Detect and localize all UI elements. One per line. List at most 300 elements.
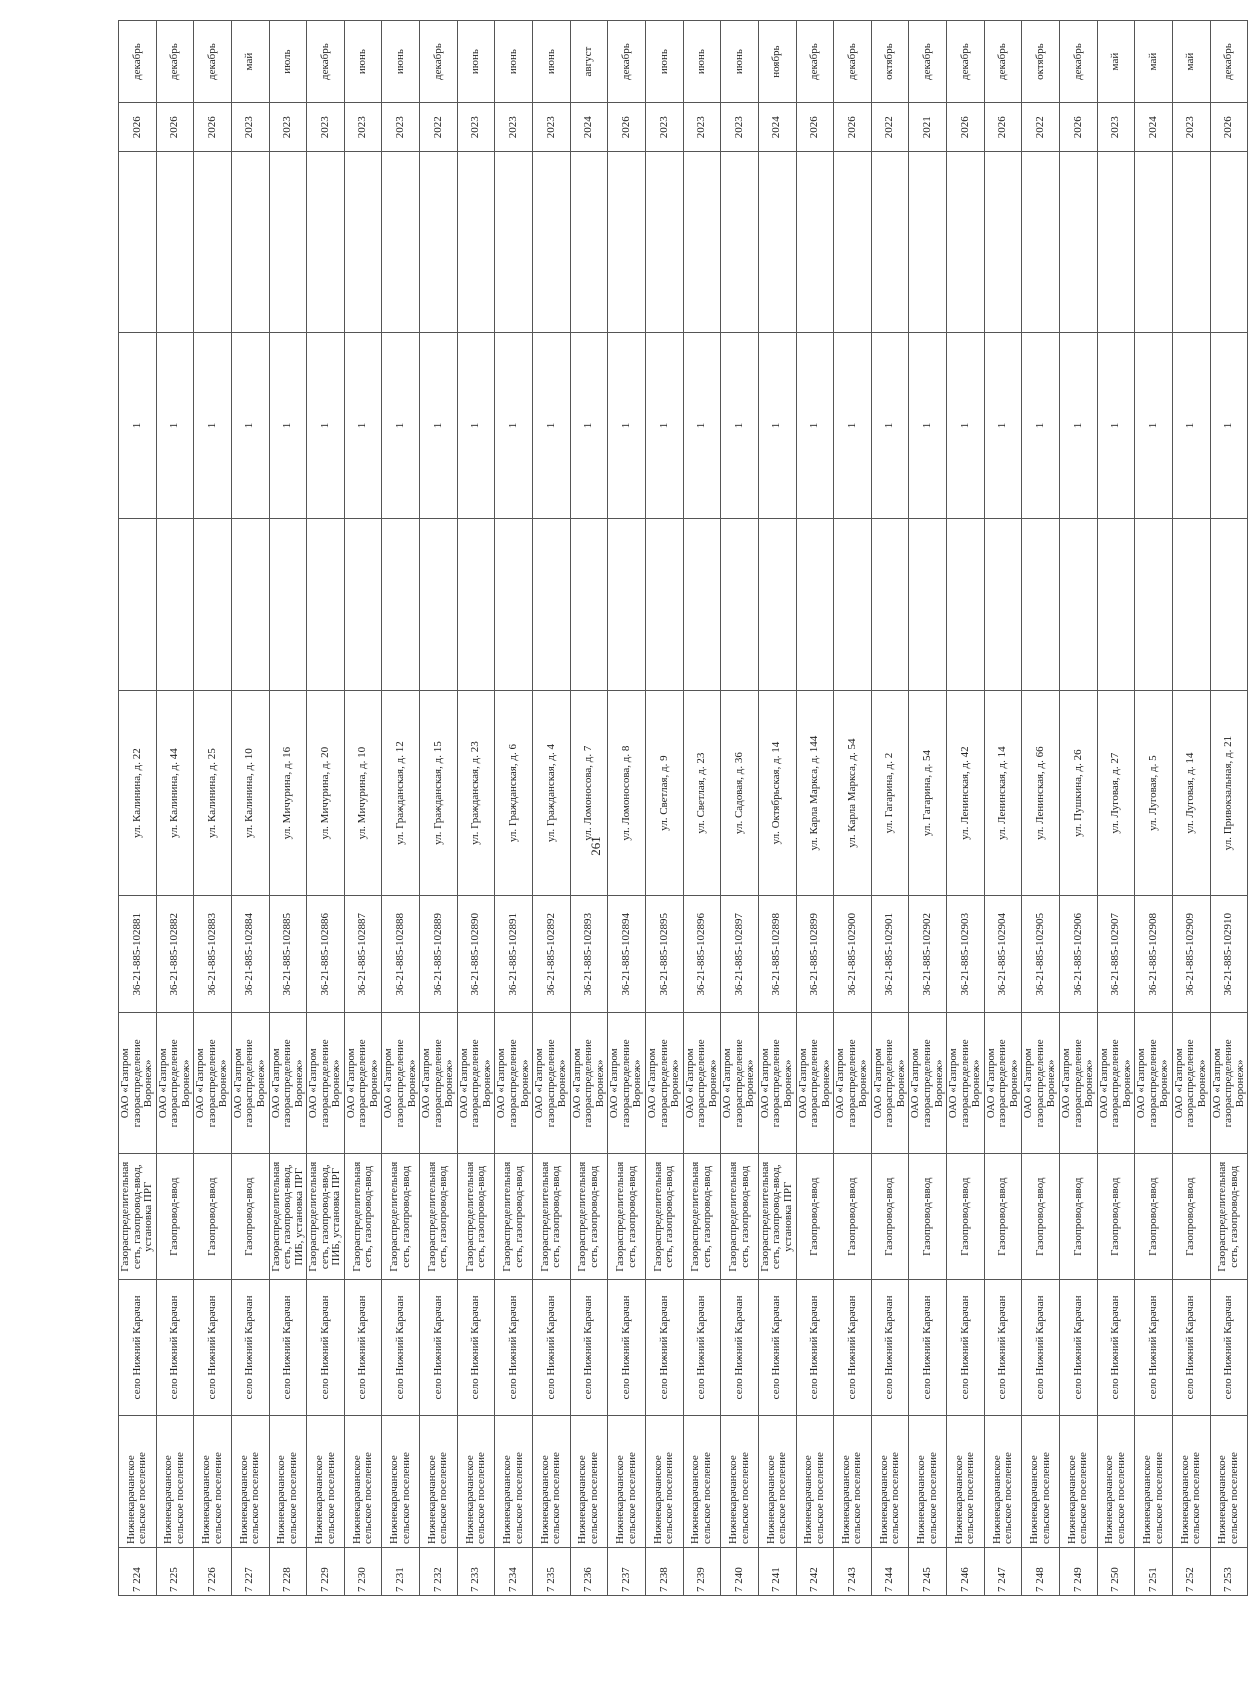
- settlement-cell: Нижнекарачанское сельское поселение: [1135, 1415, 1173, 1547]
- empty-cell: [533, 519, 571, 691]
- settlement-cell: Нижнекарачанское сельское поселение: [834, 1415, 872, 1547]
- address-cell: ул. Луговая, д. 27: [1097, 691, 1135, 896]
- address-cell: ул. Ломоносова, д. 8: [608, 691, 646, 896]
- address-cell: ул. Гагарина, д. 2: [871, 691, 909, 896]
- settlement-cell: Нижнекарачанское сельское поселение: [1172, 1415, 1210, 1547]
- settlement-cell: Нижнекарачанское сельское поселение: [608, 1415, 646, 1547]
- table-row: [645, 21, 683, 1596]
- count-cell: 1: [1060, 332, 1098, 519]
- row-number: 7 246: [947, 1547, 985, 1595]
- owner-cell: ОАО «Газпром газораспределение Воронеж»: [570, 1013, 608, 1154]
- month-cell: июнь: [721, 21, 759, 103]
- row-number: 7 253: [1210, 1547, 1248, 1595]
- settlement-cell: Нижнекарачанское сельское поселение: [683, 1415, 721, 1547]
- address-cell: ул. Мичурина, д. 20: [307, 691, 345, 896]
- table-row: [796, 21, 834, 1596]
- year-cell: 2026: [834, 103, 872, 152]
- year-cell: 2026: [119, 103, 157, 152]
- month-cell: декабрь: [420, 21, 458, 103]
- row-number: 7 252: [1172, 1547, 1210, 1595]
- address-cell: ул. Калинина, д. 44: [156, 691, 194, 896]
- locality-cell: село Нижний Карачан: [645, 1280, 683, 1416]
- settlement-cell: Нижнекарачанское сельское поселение: [457, 1415, 495, 1547]
- object-cell: Газораспределительная сеть, газопровод-ввод: [570, 1154, 608, 1280]
- locality-cell: село Нижний Карачан: [984, 1280, 1022, 1416]
- owner-cell: ОАО «Газпром газораспределение Воронеж»: [683, 1013, 721, 1154]
- empty-cell: [344, 519, 382, 691]
- row-number: 7 237: [608, 1547, 646, 1595]
- object-cell: Газораспределительная сеть, газопровод-ввод: [457, 1154, 495, 1280]
- row-number: 7 230: [344, 1547, 382, 1595]
- empty-cell: [721, 152, 759, 332]
- empty-cell: [194, 519, 232, 691]
- month-cell: июль: [269, 21, 307, 103]
- empty-cell: [1060, 519, 1098, 691]
- locality-cell: село Нижний Карачан: [871, 1280, 909, 1416]
- row-number: 7 248: [1022, 1547, 1060, 1595]
- locality-cell: село Нижний Карачан: [1172, 1280, 1210, 1416]
- locality-cell: село Нижний Карачан: [231, 1280, 269, 1416]
- settlement-cell: Нижнекарачанское сельское поселение: [382, 1415, 420, 1547]
- object-cell: Газопровод-ввод: [984, 1154, 1022, 1280]
- count-cell: 1: [1135, 332, 1173, 519]
- settlement-cell: Нижнекарачанское сельское поселение: [796, 1415, 834, 1547]
- count-cell: 1: [1097, 332, 1135, 519]
- row-number: 7 224: [119, 1547, 157, 1595]
- address-cell: ул. Калинина, д. 25: [194, 691, 232, 896]
- empty-cell: [570, 519, 608, 691]
- address-cell: ул. Луговая, д. 5: [1135, 691, 1173, 896]
- year-cell: 2026: [947, 103, 985, 152]
- empty-cell: [984, 152, 1022, 332]
- code-cell: 36-21-885-102896: [683, 896, 721, 1013]
- month-cell: май: [1135, 21, 1173, 103]
- year-cell: 2026: [984, 103, 1022, 152]
- code-cell: 36-21-885-102890: [457, 896, 495, 1013]
- empty-cell: [307, 519, 345, 691]
- count-cell: 1: [871, 332, 909, 519]
- registry-body: [119, 21, 1248, 1596]
- empty-cell: [570, 152, 608, 332]
- address-cell: ул. Карла Маркса, д. 144: [796, 691, 834, 896]
- settlement-cell: Нижнекарачанское сельское поселение: [871, 1415, 909, 1547]
- month-cell: декабрь: [608, 21, 646, 103]
- year-cell: 2023: [457, 103, 495, 152]
- address-cell: ул. Светлая, д. 23: [683, 691, 721, 896]
- empty-cell: [1097, 519, 1135, 691]
- row-number: 7 241: [758, 1547, 796, 1595]
- table-row: [947, 21, 985, 1596]
- table-row: [382, 21, 420, 1596]
- empty-cell: [608, 519, 646, 691]
- year-cell: 2023: [1172, 103, 1210, 152]
- code-cell: 36-21-885-102905: [1022, 896, 1060, 1013]
- month-cell: август: [570, 21, 608, 103]
- owner-cell: ОАО «Газпром газораспределение Воронеж»: [721, 1013, 759, 1154]
- empty-cell: [796, 152, 834, 332]
- address-cell: ул. Гражданская, д. 6: [495, 691, 533, 896]
- address-cell: ул. Гражданская, д. 12: [382, 691, 420, 896]
- count-cell: 1: [119, 332, 157, 519]
- address-cell: ул. Луговая, д. 14: [1172, 691, 1210, 896]
- year-cell: 2023: [1097, 103, 1135, 152]
- month-cell: июнь: [344, 21, 382, 103]
- empty-cell: [156, 152, 194, 332]
- object-cell: Газораспределительная сеть, газопровод-ввод, установка ПРГ: [119, 1154, 157, 1280]
- count-cell: 1: [721, 332, 759, 519]
- empty-cell: [269, 152, 307, 332]
- address-cell: ул. Гражданская, д. 15: [420, 691, 458, 896]
- count-cell: 1: [420, 332, 458, 519]
- empty-cell: [834, 519, 872, 691]
- locality-cell: село Нижний Карачан: [495, 1280, 533, 1416]
- count-cell: 1: [608, 332, 646, 519]
- owner-cell: ОАО «Газпром газораспределение Воронеж»: [269, 1013, 307, 1154]
- month-cell: декабрь: [1210, 21, 1248, 103]
- object-cell: Газораспределительная сеть, газопровод-ввод, ПИБ, установка ПРГ: [269, 1154, 307, 1280]
- year-cell: 2023: [382, 103, 420, 152]
- table-row: [1097, 21, 1135, 1596]
- year-cell: 2023: [645, 103, 683, 152]
- count-cell: 1: [156, 332, 194, 519]
- owner-cell: ОАО «Газпром газораспределение Воронеж»: [457, 1013, 495, 1154]
- code-cell: 36-21-885-102906: [1060, 896, 1098, 1013]
- month-cell: декабрь: [194, 21, 232, 103]
- empty-cell: [231, 152, 269, 332]
- address-cell: ул. Ленинская, д. 14: [984, 691, 1022, 896]
- count-cell: 1: [382, 332, 420, 519]
- empty-cell: [1022, 519, 1060, 691]
- table-row: [1060, 21, 1098, 1596]
- code-cell: 36-21-885-102901: [871, 896, 909, 1013]
- empty-cell: [683, 152, 721, 332]
- year-cell: 2023: [269, 103, 307, 152]
- object-cell: Газопровод-ввод: [796, 1154, 834, 1280]
- month-cell: июнь: [645, 21, 683, 103]
- owner-cell: ОАО «Газпром газораспределение Воронеж»: [984, 1013, 1022, 1154]
- settlement-cell: Нижнекарачанское сельское поселение: [307, 1415, 345, 1547]
- registry-table-frame: [118, 20, 1246, 1596]
- row-number: 7 250: [1097, 1547, 1135, 1595]
- count-cell: 1: [457, 332, 495, 519]
- locality-cell: село Нижний Карачан: [1060, 1280, 1098, 1416]
- empty-cell: [758, 152, 796, 332]
- empty-cell: [834, 152, 872, 332]
- locality-cell: село Нижний Карачан: [156, 1280, 194, 1416]
- row-number: 7 228: [269, 1547, 307, 1595]
- year-cell: 2024: [758, 103, 796, 152]
- settlement-cell: Нижнекарачанское сельское поселение: [1022, 1415, 1060, 1547]
- row-number: 7 226: [194, 1547, 232, 1595]
- table-row: [194, 21, 232, 1596]
- month-cell: декабрь: [119, 21, 157, 103]
- empty-cell: [871, 152, 909, 332]
- row-number: 7 233: [457, 1547, 495, 1595]
- table-row: [495, 21, 533, 1596]
- empty-cell: [909, 519, 947, 691]
- object-cell: Газопровод-ввод: [909, 1154, 947, 1280]
- code-cell: 36-21-885-102907: [1097, 896, 1135, 1013]
- settlement-cell: Нижнекарачанское сельское поселение: [570, 1415, 608, 1547]
- owner-cell: ОАО «Газпром газораспределение Воронеж»: [608, 1013, 646, 1154]
- locality-cell: село Нижний Карачан: [909, 1280, 947, 1416]
- row-number: 7 251: [1135, 1547, 1173, 1595]
- locality-cell: село Нижний Карачан: [1097, 1280, 1135, 1416]
- owner-cell: ОАО «Газпром газораспределение Воронеж»: [796, 1013, 834, 1154]
- owner-cell: ОАО «Газпром газораспределение Воронеж»: [307, 1013, 345, 1154]
- locality-cell: село Нижний Карачан: [683, 1280, 721, 1416]
- code-cell: 36-21-885-102895: [645, 896, 683, 1013]
- year-cell: 2026: [796, 103, 834, 152]
- empty-cell: [420, 152, 458, 332]
- empty-cell: [119, 152, 157, 332]
- settlement-cell: Нижнекарачанское сельское поселение: [909, 1415, 947, 1547]
- object-cell: Газопровод-ввод: [1097, 1154, 1135, 1280]
- locality-cell: село Нижний Карачан: [1135, 1280, 1173, 1416]
- address-cell: ул. Ленинская, д. 66: [1022, 691, 1060, 896]
- locality-cell: село Нижний Карачан: [1210, 1280, 1248, 1416]
- page-number: 261: [588, 836, 603, 856]
- year-cell: 2023: [344, 103, 382, 152]
- count-cell: 1: [683, 332, 721, 519]
- owner-cell: ОАО «Газпром газораспределение Воронеж»: [1210, 1013, 1248, 1154]
- empty-cell: [344, 152, 382, 332]
- locality-cell: село Нижний Карачан: [194, 1280, 232, 1416]
- object-cell: Газораспределительная сеть, газопровод-ввод, ПИБ, установка ПРГ: [307, 1154, 345, 1280]
- locality-cell: село Нижний Карачан: [457, 1280, 495, 1416]
- owner-cell: ОАО «Газпром газораспределение Воронеж»: [758, 1013, 796, 1154]
- month-cell: декабрь: [156, 21, 194, 103]
- locality-cell: село Нижний Карачан: [570, 1280, 608, 1416]
- owner-cell: ОАО «Газпром газораспределение Воронеж»: [1097, 1013, 1135, 1154]
- row-number: 7 236: [570, 1547, 608, 1595]
- count-cell: 1: [984, 332, 1022, 519]
- object-cell: Газопровод-ввод: [1060, 1154, 1098, 1280]
- month-cell: июнь: [382, 21, 420, 103]
- empty-cell: [457, 519, 495, 691]
- settlement-cell: Нижнекарачанское сельское поселение: [721, 1415, 759, 1547]
- year-cell: 2022: [420, 103, 458, 152]
- owner-cell: ОАО «Газпром газораспределение Воронеж»: [533, 1013, 571, 1154]
- code-cell: 36-21-885-102903: [947, 896, 985, 1013]
- empty-cell: [269, 519, 307, 691]
- count-cell: 1: [1172, 332, 1210, 519]
- table-row: [344, 21, 382, 1596]
- object-cell: Газопровод-ввод: [194, 1154, 232, 1280]
- count-cell: 1: [947, 332, 985, 519]
- row-number: 7 242: [796, 1547, 834, 1595]
- row-number: 7 244: [871, 1547, 909, 1595]
- table-row: [156, 21, 194, 1596]
- row-number: 7 229: [307, 1547, 345, 1595]
- table-row: [533, 21, 571, 1596]
- table-row: [570, 21, 608, 1596]
- row-number: 7 232: [420, 1547, 458, 1595]
- object-cell: Газораспределительная сеть, газопровод-ввод: [533, 1154, 571, 1280]
- code-cell: 36-21-885-102884: [231, 896, 269, 1013]
- locality-cell: село Нижний Карачан: [721, 1280, 759, 1416]
- settlement-cell: Нижнекарачанское сельское поселение: [156, 1415, 194, 1547]
- address-cell: ул. Гагарина, д. 54: [909, 691, 947, 896]
- table-row: [871, 21, 909, 1596]
- month-cell: май: [1097, 21, 1135, 103]
- settlement-cell: Нижнекарачанское сельское поселение: [1210, 1415, 1248, 1547]
- address-cell: ул. Гражданская, д. 23: [457, 691, 495, 896]
- count-cell: 1: [1210, 332, 1248, 519]
- owner-cell: ОАО «Газпром газораспределение Воронеж»: [1060, 1013, 1098, 1154]
- month-cell: май: [231, 21, 269, 103]
- address-cell: ул. Калинина, д. 22: [119, 691, 157, 896]
- year-cell: 2023: [495, 103, 533, 152]
- count-cell: 1: [796, 332, 834, 519]
- month-cell: декабрь: [796, 21, 834, 103]
- year-cell: 2026: [1210, 103, 1248, 152]
- locality-cell: село Нижний Карачан: [758, 1280, 796, 1416]
- address-cell: ул. Мичурина, д. 16: [269, 691, 307, 896]
- code-cell: 36-21-885-102908: [1135, 896, 1173, 1013]
- owner-cell: ОАО «Газпром газораспределение Воронеж»: [420, 1013, 458, 1154]
- count-cell: 1: [269, 332, 307, 519]
- count-cell: 1: [645, 332, 683, 519]
- locality-cell: село Нижний Карачан: [533, 1280, 571, 1416]
- empty-cell: [608, 152, 646, 332]
- empty-cell: [645, 519, 683, 691]
- count-cell: 1: [570, 332, 608, 519]
- owner-cell: ОАО «Газпром газораспределение Воронеж»: [909, 1013, 947, 1154]
- table-row: [758, 21, 796, 1596]
- code-cell: 36-21-885-102891: [495, 896, 533, 1013]
- locality-cell: село Нижний Карачан: [420, 1280, 458, 1416]
- empty-cell: [194, 152, 232, 332]
- year-cell: 2023: [231, 103, 269, 152]
- table-row: [909, 21, 947, 1596]
- owner-cell: ОАО «Газпром газораспределение Воронеж»: [1135, 1013, 1173, 1154]
- address-cell: ул. Пушкина, д. 26: [1060, 691, 1098, 896]
- count-cell: 1: [194, 332, 232, 519]
- object-cell: Газораспределительная сеть, газопровод-ввод, установка ПРГ: [758, 1154, 796, 1280]
- locality-cell: село Нижний Карачан: [307, 1280, 345, 1416]
- empty-cell: [1172, 152, 1210, 332]
- year-cell: 2024: [1135, 103, 1173, 152]
- row-number: 7 225: [156, 1547, 194, 1595]
- object-cell: Газопровод-ввод: [947, 1154, 985, 1280]
- settlement-cell: Нижнекарачанское сельское поселение: [420, 1415, 458, 1547]
- empty-cell: [1210, 519, 1248, 691]
- settlement-cell: Нижнекарачанское сельское поселение: [645, 1415, 683, 1547]
- address-cell: ул. Светлая, д. 9: [645, 691, 683, 896]
- year-cell: 2023: [307, 103, 345, 152]
- row-number: 7 247: [984, 1547, 1022, 1595]
- table-row: [231, 21, 269, 1596]
- object-cell: Газораспределительная сеть, газопровод-ввод: [495, 1154, 533, 1280]
- object-cell: Газораспределительная сеть, газопровод-ввод: [1210, 1154, 1248, 1280]
- table-row: [269, 21, 307, 1596]
- empty-cell: [721, 519, 759, 691]
- address-cell: ул. Ломоносова, д. 7: [570, 691, 608, 896]
- empty-cell: [1060, 152, 1098, 332]
- object-cell: Газопровод-ввод: [834, 1154, 872, 1280]
- row-number: 7 234: [495, 1547, 533, 1595]
- owner-cell: ОАО «Газпром газораспределение Воронеж»: [871, 1013, 909, 1154]
- settlement-cell: Нижнекарачанское сельское поселение: [269, 1415, 307, 1547]
- locality-cell: село Нижний Карачан: [608, 1280, 646, 1416]
- locality-cell: село Нижний Карачан: [834, 1280, 872, 1416]
- row-number: 7 239: [683, 1547, 721, 1595]
- object-cell: Газораспределительная сеть, газопровод-ввод: [608, 1154, 646, 1280]
- row-number: 7 240: [721, 1547, 759, 1595]
- settlement-cell: Нижнекарачанское сельское поселение: [495, 1415, 533, 1547]
- owner-cell: ОАО «Газпром газораспределение Воронеж»: [834, 1013, 872, 1154]
- address-cell: ул. Садовая, д. 36: [721, 691, 759, 896]
- row-number: 7 231: [382, 1547, 420, 1595]
- year-cell: 2026: [194, 103, 232, 152]
- row-number: 7 249: [1060, 1547, 1098, 1595]
- year-cell: 2021: [909, 103, 947, 152]
- table-row: [457, 21, 495, 1596]
- settlement-cell: Нижнекарачанское сельское поселение: [533, 1415, 571, 1547]
- empty-cell: [645, 152, 683, 332]
- locality-cell: село Нижний Карачан: [269, 1280, 307, 1416]
- owner-cell: ОАО «Газпром газораспределение Воронеж»: [344, 1013, 382, 1154]
- count-cell: 1: [909, 332, 947, 519]
- table-row: [683, 21, 721, 1596]
- settlement-cell: Нижнекарачанское сельское поселение: [1097, 1415, 1135, 1547]
- code-cell: 36-21-885-102910: [1210, 896, 1248, 1013]
- empty-cell: [947, 519, 985, 691]
- row-number: 7 238: [645, 1547, 683, 1595]
- object-cell: Газопровод-ввод: [871, 1154, 909, 1280]
- table-row: [1172, 21, 1210, 1596]
- object-cell: Газопровод-ввод: [1135, 1154, 1173, 1280]
- object-cell: Газопровод-ввод: [156, 1154, 194, 1280]
- month-cell: декабрь: [1060, 21, 1098, 103]
- owner-cell: ОАО «Газпром газораспределение Воронеж»: [1022, 1013, 1060, 1154]
- locality-cell: село Нижний Карачан: [1022, 1280, 1060, 1416]
- address-cell: ул. Привокзальная, д. 21: [1210, 691, 1248, 896]
- empty-cell: [947, 152, 985, 332]
- table-row: [1135, 21, 1173, 1596]
- object-cell: Газопровод-ввод: [231, 1154, 269, 1280]
- code-cell: 36-21-885-102881: [119, 896, 157, 1013]
- empty-cell: [871, 519, 909, 691]
- month-cell: декабрь: [947, 21, 985, 103]
- empty-cell: [984, 519, 1022, 691]
- empty-cell: [382, 152, 420, 332]
- code-cell: 36-21-885-102886: [307, 896, 345, 1013]
- code-cell: 36-21-885-102902: [909, 896, 947, 1013]
- year-cell: 2026: [156, 103, 194, 152]
- empty-cell: [231, 519, 269, 691]
- code-cell: 36-21-885-102894: [608, 896, 646, 1013]
- settlement-cell: Нижнекарачанское сельское поселение: [984, 1415, 1022, 1547]
- table-row: [1022, 21, 1060, 1596]
- settlement-cell: Нижнекарачанское сельское поселение: [119, 1415, 157, 1547]
- owner-cell: ОАО «Газпром газораспределение Воронеж»: [1172, 1013, 1210, 1154]
- year-cell: 2022: [871, 103, 909, 152]
- table-row: [984, 21, 1022, 1596]
- code-cell: 36-21-885-102904: [984, 896, 1022, 1013]
- settlement-cell: Нижнекарачанское сельское поселение: [947, 1415, 985, 1547]
- empty-cell: [758, 519, 796, 691]
- month-cell: июнь: [683, 21, 721, 103]
- object-cell: Газораспределительная сеть, газопровод-ввод: [683, 1154, 721, 1280]
- owner-cell: ОАО «Газпром газораспределение Воронеж»: [495, 1013, 533, 1154]
- count-cell: 1: [495, 332, 533, 519]
- object-cell: Газораспределительная сеть, газопровод-ввод: [721, 1154, 759, 1280]
- row-number: 7 245: [909, 1547, 947, 1595]
- object-cell: Газопровод-ввод: [1172, 1154, 1210, 1280]
- code-cell: 36-21-885-102909: [1172, 896, 1210, 1013]
